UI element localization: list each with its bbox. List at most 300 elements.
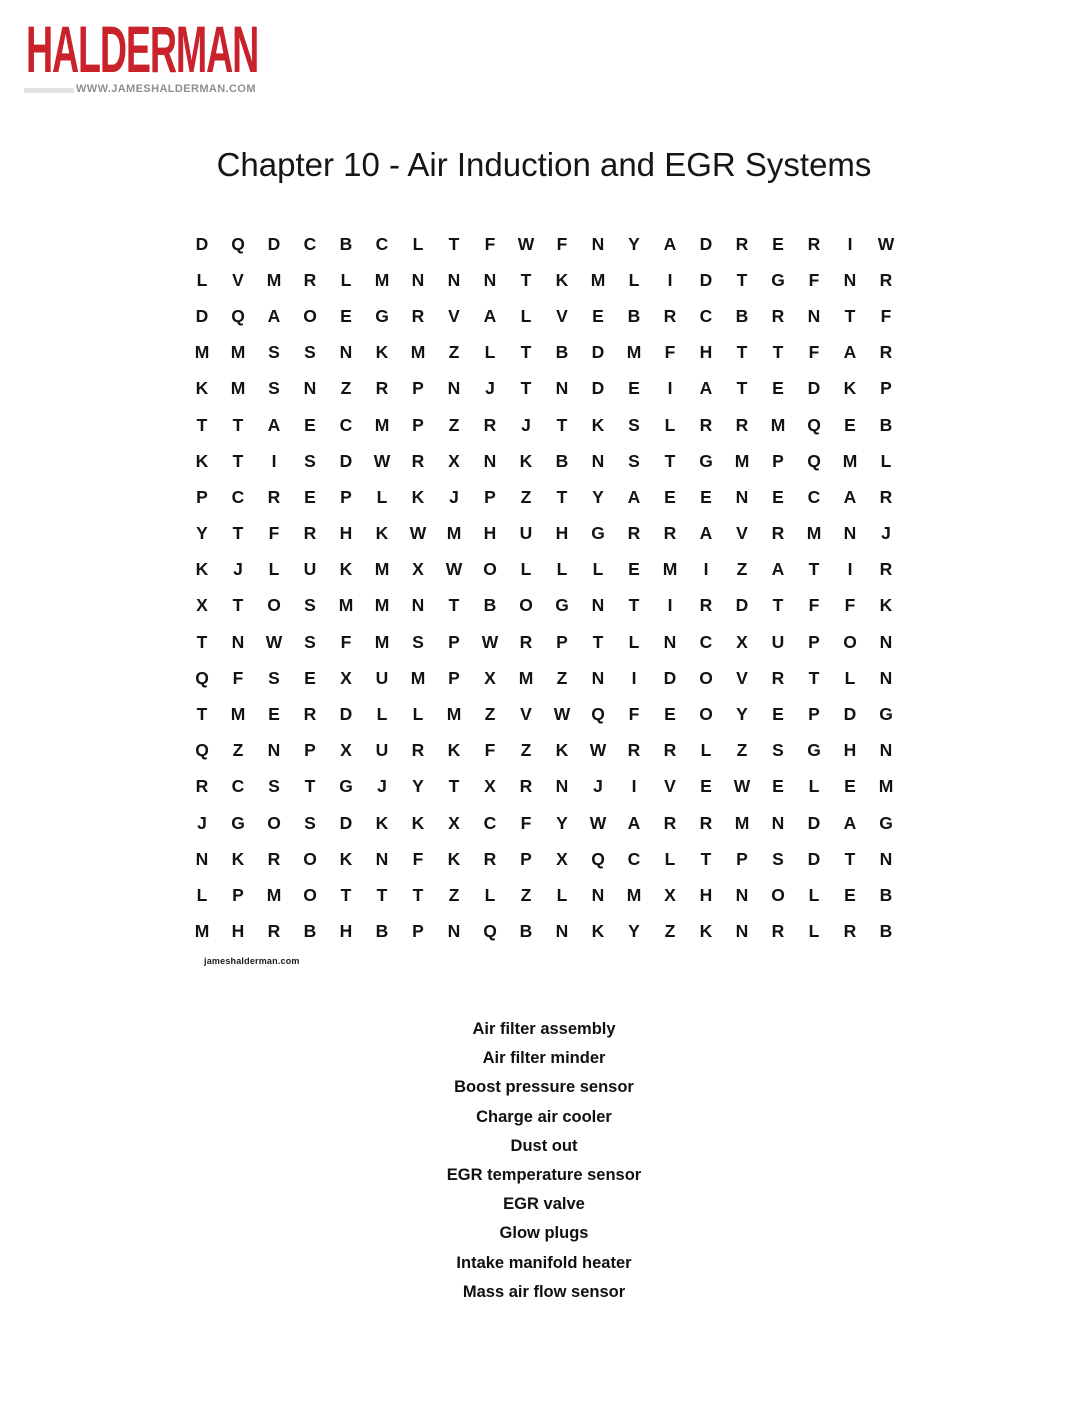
grid-letter: T bbox=[556, 414, 568, 435]
grid-letter: H bbox=[483, 523, 497, 544]
grid-letter: T bbox=[736, 342, 748, 363]
grid-letter: R bbox=[303, 269, 317, 290]
grid-letter: A bbox=[771, 559, 785, 580]
grid-letter: N bbox=[375, 848, 389, 869]
grid-letter: V bbox=[520, 704, 532, 725]
grid-letter: R bbox=[879, 269, 893, 290]
grid-letter: X bbox=[340, 740, 352, 761]
grid-letter: P bbox=[772, 450, 784, 471]
grid-letter: N bbox=[879, 848, 893, 869]
grid-letter: N bbox=[879, 631, 893, 652]
grid-letter: E bbox=[340, 305, 352, 326]
grid-letter: N bbox=[591, 233, 605, 254]
grid-letter: L bbox=[808, 884, 820, 905]
grid-letter: E bbox=[700, 776, 712, 797]
grid-letter: K bbox=[195, 378, 209, 399]
grid-letter: W bbox=[589, 812, 607, 833]
grid-letter: L bbox=[592, 559, 604, 580]
grid-letter: S bbox=[268, 378, 280, 399]
grid-letter: R bbox=[267, 848, 281, 869]
grid-letter: N bbox=[483, 269, 497, 290]
grid-letter: Y bbox=[628, 233, 640, 254]
word-list-item: Charge air cooler bbox=[476, 1107, 612, 1126]
grid-letter: L bbox=[556, 559, 568, 580]
grid-letter: M bbox=[878, 776, 894, 797]
grid-letter: L bbox=[808, 776, 820, 797]
grid-letter: R bbox=[411, 740, 425, 761]
grid-letter: B bbox=[879, 921, 893, 942]
grid-letter: A bbox=[663, 233, 677, 254]
grid-letter: F bbox=[808, 595, 820, 616]
grid-letter: G bbox=[555, 595, 569, 616]
grid-letter: T bbox=[592, 631, 604, 652]
grid-letter: R bbox=[771, 921, 785, 942]
word-list-item: Air filter minder bbox=[482, 1049, 606, 1068]
grid-letter: E bbox=[268, 704, 280, 725]
grid-letter: S bbox=[304, 342, 316, 363]
grid-letter: M bbox=[410, 342, 426, 363]
grid-letter: K bbox=[339, 848, 353, 869]
grid-letter: F bbox=[880, 305, 892, 326]
grid-letter: T bbox=[808, 667, 820, 688]
grid-letter: D bbox=[339, 812, 353, 833]
grid-letter: P bbox=[448, 667, 460, 688]
grid-letter: F bbox=[484, 233, 496, 254]
grid-letter: M bbox=[194, 342, 210, 363]
grid-letter: O bbox=[483, 559, 497, 580]
grid-letter: R bbox=[663, 305, 677, 326]
grid-letter: R bbox=[519, 776, 533, 797]
grid-letter: D bbox=[807, 812, 821, 833]
grid-letter: A bbox=[699, 378, 713, 399]
watermark-text: jameshalderman.com bbox=[204, 956, 300, 966]
grid-letter: Q bbox=[195, 740, 209, 761]
grid-letter: D bbox=[195, 305, 209, 326]
grid-letter: C bbox=[699, 305, 713, 326]
grid-letter: L bbox=[340, 269, 352, 290]
grid-letter: X bbox=[664, 884, 676, 905]
grid-letter: W bbox=[553, 704, 571, 725]
grid-letter: P bbox=[448, 631, 460, 652]
grid-letter: T bbox=[664, 450, 676, 471]
grid-letter: R bbox=[411, 305, 425, 326]
grid-letter: B bbox=[303, 921, 317, 942]
grid-letter: R bbox=[771, 305, 785, 326]
grid-letter: G bbox=[879, 812, 893, 833]
grid-letter: R bbox=[663, 812, 677, 833]
grid-letter: T bbox=[340, 884, 352, 905]
grid-letter: V bbox=[664, 776, 676, 797]
grid-letter: T bbox=[628, 595, 640, 616]
grid-letter: T bbox=[196, 414, 208, 435]
grid-letter: P bbox=[808, 704, 820, 725]
grid-letter: K bbox=[195, 450, 209, 471]
grid-letter: G bbox=[771, 269, 785, 290]
grid-letter: D bbox=[339, 450, 353, 471]
grid-letter: R bbox=[519, 631, 533, 652]
grid-letter: M bbox=[446, 523, 462, 544]
grid-letter: Q bbox=[807, 414, 821, 435]
grid-letter: C bbox=[699, 631, 713, 652]
grid-letter: T bbox=[844, 848, 856, 869]
grid-letter: P bbox=[304, 740, 316, 761]
grid-letter: N bbox=[735, 921, 749, 942]
grid-letter: T bbox=[772, 342, 784, 363]
grid-letter: T bbox=[232, 414, 244, 435]
grid-letter: M bbox=[842, 450, 858, 471]
grid-letter: J bbox=[881, 523, 891, 544]
grid-letter: K bbox=[447, 740, 461, 761]
grid-letter: W bbox=[733, 776, 751, 797]
grid-letter: M bbox=[266, 269, 282, 290]
grid-letter: K bbox=[555, 740, 569, 761]
grid-letter: L bbox=[412, 233, 424, 254]
word-list-item: Air filter assembly bbox=[472, 1020, 616, 1038]
grid-letter: Z bbox=[448, 414, 460, 435]
grid-letter: Z bbox=[232, 740, 244, 761]
grid-letter: Z bbox=[736, 559, 748, 580]
grid-letter: P bbox=[556, 631, 568, 652]
logo-underline bbox=[24, 88, 74, 93]
grid-letter: R bbox=[483, 414, 497, 435]
grid-letter: G bbox=[339, 776, 353, 797]
grid-letter: I bbox=[667, 269, 673, 290]
grid-letter: R bbox=[303, 523, 317, 544]
grid-letter: S bbox=[268, 342, 280, 363]
grid-letter: T bbox=[196, 704, 208, 725]
grid-letter: R bbox=[699, 414, 713, 435]
grid-letter: B bbox=[879, 884, 893, 905]
grid-letter: T bbox=[556, 486, 568, 507]
grid-letter: L bbox=[664, 414, 676, 435]
grid-letter: K bbox=[843, 378, 857, 399]
grid-letter: F bbox=[808, 269, 820, 290]
grid-letter: O bbox=[267, 812, 281, 833]
grid-letter: R bbox=[267, 486, 281, 507]
grid-letter: O bbox=[699, 704, 713, 725]
grid-letter: R bbox=[735, 414, 749, 435]
grid-letter: A bbox=[699, 523, 713, 544]
grid-letter: R bbox=[303, 704, 317, 725]
grid-letter: N bbox=[447, 269, 461, 290]
grid-letter: M bbox=[374, 595, 390, 616]
grid-letter: M bbox=[734, 450, 750, 471]
grid-letter: S bbox=[628, 414, 640, 435]
grid-letter: S bbox=[304, 595, 316, 616]
grid-letter: W bbox=[517, 233, 535, 254]
grid-letter: N bbox=[555, 378, 569, 399]
grid-letter: B bbox=[519, 921, 533, 942]
grid-letter: K bbox=[699, 921, 713, 942]
grid-letter: L bbox=[628, 631, 640, 652]
grid-letter: R bbox=[771, 523, 785, 544]
grid-letter: L bbox=[664, 848, 676, 869]
grid-letter: S bbox=[772, 740, 784, 761]
grid-letter: T bbox=[520, 342, 532, 363]
grid-letter: N bbox=[267, 740, 281, 761]
grid-letter: T bbox=[772, 595, 784, 616]
grid-letter: D bbox=[807, 378, 821, 399]
grid-letter: N bbox=[231, 631, 245, 652]
grid-letter: H bbox=[843, 740, 857, 761]
grid-letter: S bbox=[268, 667, 280, 688]
grid-letter: H bbox=[699, 342, 713, 363]
grid-letter: O bbox=[303, 884, 317, 905]
grid-letter: Y bbox=[196, 523, 208, 544]
grid-letter: J bbox=[449, 486, 459, 507]
grid-letter: L bbox=[196, 269, 208, 290]
grid-letter: W bbox=[409, 523, 427, 544]
grid-letter: F bbox=[520, 812, 532, 833]
grid-letter: O bbox=[267, 595, 281, 616]
grid-letter: E bbox=[772, 378, 784, 399]
grid-letter: B bbox=[735, 305, 749, 326]
grid-letter: N bbox=[591, 450, 605, 471]
grid-letter: E bbox=[700, 486, 712, 507]
grid-letter: M bbox=[410, 667, 426, 688]
grid-letter: A bbox=[843, 342, 857, 363]
grid-letter: I bbox=[667, 378, 673, 399]
grid-letter: T bbox=[448, 776, 460, 797]
grid-letter: A bbox=[843, 486, 857, 507]
grid-letter: D bbox=[339, 704, 353, 725]
grid-letter: B bbox=[555, 342, 569, 363]
grid-letter: N bbox=[591, 595, 605, 616]
grid-letter: S bbox=[304, 631, 316, 652]
grid-letter: S bbox=[628, 450, 640, 471]
grid-letter: Q bbox=[231, 233, 245, 254]
grid-letter: A bbox=[267, 414, 281, 435]
grid-letter: L bbox=[376, 704, 388, 725]
word-list-item: Dust out bbox=[510, 1136, 578, 1155]
grid-letter: I bbox=[667, 595, 673, 616]
grid-letter: N bbox=[843, 269, 857, 290]
grid-letter: Z bbox=[520, 486, 532, 507]
grid-letter: Z bbox=[448, 342, 460, 363]
grid-letter: R bbox=[375, 378, 389, 399]
grid-letter: C bbox=[303, 233, 317, 254]
grid-letter: K bbox=[519, 450, 533, 471]
grid-letter: E bbox=[304, 414, 316, 435]
grid-letter: T bbox=[232, 523, 244, 544]
grid-letter: I bbox=[847, 559, 853, 580]
grid-letter: A bbox=[627, 486, 641, 507]
grid-letter: K bbox=[375, 523, 389, 544]
grid-letter: A bbox=[843, 812, 857, 833]
grid-letter: N bbox=[411, 269, 425, 290]
grid-letter: Z bbox=[484, 704, 496, 725]
grid-letter: C bbox=[483, 812, 497, 833]
grid-letter: E bbox=[772, 704, 784, 725]
grid-letter: T bbox=[736, 378, 748, 399]
grid-letter: M bbox=[446, 704, 462, 725]
grid-letter: R bbox=[807, 233, 821, 254]
grid-letter: C bbox=[375, 233, 389, 254]
grid-letter: R bbox=[483, 848, 497, 869]
grid-letter: K bbox=[339, 559, 353, 580]
grid-letter: J bbox=[521, 414, 531, 435]
grid-letter: G bbox=[879, 704, 893, 725]
grid-letter: P bbox=[232, 884, 244, 905]
grid-letter: H bbox=[231, 921, 245, 942]
grid-letter: Q bbox=[591, 704, 605, 725]
grid-letter: Q bbox=[807, 450, 821, 471]
grid-letter: X bbox=[556, 848, 568, 869]
grid-letter: Z bbox=[664, 921, 676, 942]
grid-letter: N bbox=[591, 884, 605, 905]
grid-letter: E bbox=[664, 486, 676, 507]
grid-letter: M bbox=[518, 667, 534, 688]
grid-letter: V bbox=[736, 667, 748, 688]
page-title: Chapter 10 - Air Induction and EGR Systems bbox=[216, 146, 872, 183]
grid-letter: R bbox=[879, 342, 893, 363]
grid-letter: E bbox=[844, 884, 856, 905]
grid-letter: D bbox=[663, 667, 677, 688]
grid-letter: M bbox=[626, 342, 642, 363]
grid-letter: R bbox=[267, 921, 281, 942]
grid-letter: B bbox=[339, 233, 353, 254]
grid-letter: K bbox=[375, 812, 389, 833]
grid-letter: B bbox=[483, 595, 497, 616]
grid-letter: N bbox=[483, 450, 497, 471]
grid-letter: Y bbox=[628, 921, 640, 942]
grid-letter: G bbox=[231, 812, 245, 833]
grid-letter: D bbox=[591, 378, 605, 399]
grid-letter: E bbox=[628, 559, 640, 580]
grid-letter: X bbox=[484, 776, 496, 797]
grid-letter: H bbox=[555, 523, 569, 544]
grid-letter: B bbox=[879, 414, 893, 435]
grid-letter: L bbox=[484, 342, 496, 363]
grid-letter: Y bbox=[556, 812, 568, 833]
grid-letter: P bbox=[484, 486, 496, 507]
grid-letter: K bbox=[879, 595, 893, 616]
grid-letter: M bbox=[662, 559, 678, 580]
grid-letter: K bbox=[447, 848, 461, 869]
grid-letter: R bbox=[879, 486, 893, 507]
grid-letter: G bbox=[375, 305, 389, 326]
grid-letter: C bbox=[231, 486, 245, 507]
grid-letter: M bbox=[734, 812, 750, 833]
grid-letter: K bbox=[411, 812, 425, 833]
grid-letter: O bbox=[699, 667, 713, 688]
grid-letter: R bbox=[663, 523, 677, 544]
grid-letter: C bbox=[339, 414, 353, 435]
grid-letter: L bbox=[376, 486, 388, 507]
grid-letter: G bbox=[591, 523, 605, 544]
grid-letter: B bbox=[627, 305, 641, 326]
grid-letter: R bbox=[663, 740, 677, 761]
grid-letter: J bbox=[197, 812, 207, 833]
grid-letter: A bbox=[627, 812, 641, 833]
grid-letter: M bbox=[230, 342, 246, 363]
grid-letter: N bbox=[555, 776, 569, 797]
grid-letter: M bbox=[590, 269, 606, 290]
grid-letter: E bbox=[844, 414, 856, 435]
grid-letter: F bbox=[556, 233, 568, 254]
grid-letter: L bbox=[520, 559, 532, 580]
grid-letter: F bbox=[808, 342, 820, 363]
grid-letter: U bbox=[303, 559, 317, 580]
grid-letter: X bbox=[448, 450, 460, 471]
grid-letter: E bbox=[304, 486, 316, 507]
grid-letter: R bbox=[627, 523, 641, 544]
grid-letter: R bbox=[699, 595, 713, 616]
grid-letter: J bbox=[233, 559, 243, 580]
grid-letter: Z bbox=[556, 667, 568, 688]
grid-letter: G bbox=[699, 450, 713, 471]
grid-letter: L bbox=[844, 667, 856, 688]
word-list bbox=[0, 1015, 1088, 1307]
grid-letter: E bbox=[664, 704, 676, 725]
grid-letter: T bbox=[700, 848, 712, 869]
grid-letter: P bbox=[340, 486, 352, 507]
grid-letter: N bbox=[411, 595, 425, 616]
grid-letter: L bbox=[700, 740, 712, 761]
grid-letter: P bbox=[412, 921, 424, 942]
grid-letter: F bbox=[484, 740, 496, 761]
grid-letter: H bbox=[339, 523, 353, 544]
grid-letter: N bbox=[735, 486, 749, 507]
grid-letter: E bbox=[628, 378, 640, 399]
grid-letter: T bbox=[232, 595, 244, 616]
grid-letter: O bbox=[519, 595, 533, 616]
grid-letter: K bbox=[231, 848, 245, 869]
grid-letter: R bbox=[699, 812, 713, 833]
grid-letter: E bbox=[772, 486, 784, 507]
grid-letter: S bbox=[304, 450, 316, 471]
grid-letter: F bbox=[844, 595, 856, 616]
grid-letter: L bbox=[196, 884, 208, 905]
grid-letter: Z bbox=[520, 740, 532, 761]
grid-letter: M bbox=[374, 269, 390, 290]
grid-letter: M bbox=[626, 884, 642, 905]
word-list-item: Mass air flow sensor bbox=[462, 1282, 626, 1301]
grid-letter: D bbox=[735, 595, 749, 616]
grid-letter: W bbox=[373, 450, 391, 471]
grid-letter: N bbox=[303, 378, 317, 399]
grid-letter: M bbox=[338, 595, 354, 616]
grid-letter: F bbox=[268, 523, 280, 544]
grid-letter: U bbox=[375, 740, 389, 761]
grid-letter: N bbox=[879, 740, 893, 761]
grid-letter: T bbox=[412, 884, 424, 905]
word-list-item: EGR valve bbox=[503, 1195, 585, 1214]
grid-letter: N bbox=[447, 921, 461, 942]
grid-letter: L bbox=[628, 269, 640, 290]
grid-letter: Q bbox=[195, 667, 209, 688]
grid-letter: N bbox=[879, 667, 893, 688]
grid-letter: D bbox=[807, 848, 821, 869]
grid-letter: R bbox=[879, 559, 893, 580]
grid-letter: W bbox=[445, 559, 463, 580]
grid-letter: N bbox=[195, 848, 209, 869]
grid-letter: M bbox=[770, 414, 786, 435]
grid-letter: Q bbox=[231, 305, 245, 326]
grid-letter: T bbox=[520, 269, 532, 290]
grid-letter: O bbox=[303, 305, 317, 326]
grid-letter: X bbox=[484, 667, 496, 688]
word-list-item: Glow plugs bbox=[499, 1224, 589, 1243]
grid-letter: E bbox=[592, 305, 604, 326]
grid-letter: D bbox=[195, 233, 209, 254]
grid-letter: B bbox=[555, 450, 569, 471]
grid-letter: V bbox=[556, 305, 568, 326]
grid-letter: N bbox=[555, 921, 569, 942]
grid-letter: P bbox=[196, 486, 208, 507]
grid-letter: S bbox=[304, 812, 316, 833]
grid-letter: I bbox=[271, 450, 277, 471]
